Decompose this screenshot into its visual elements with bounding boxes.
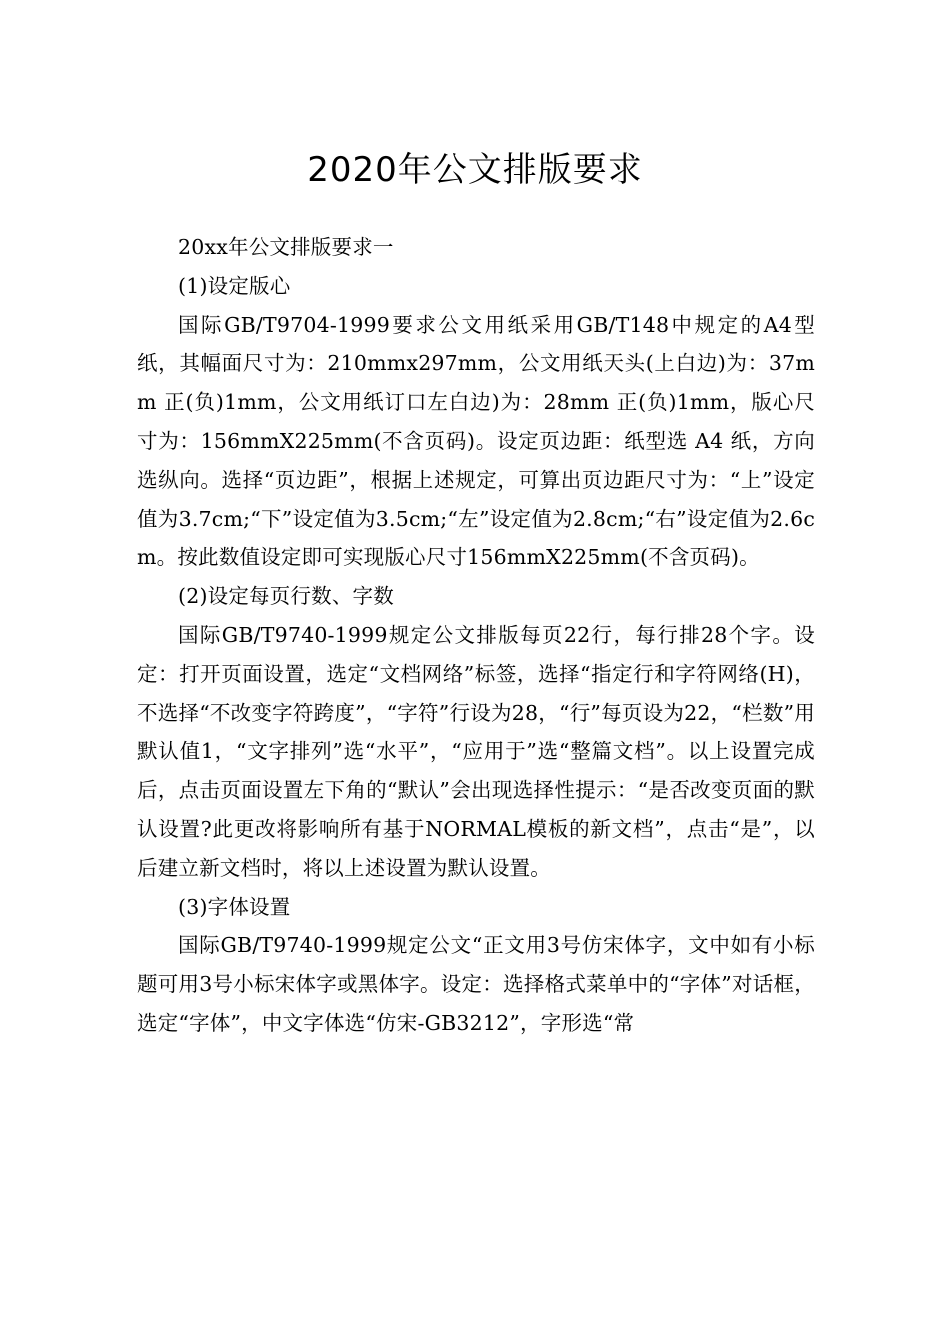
paragraph-body-2: 国际GB/T9740-1999规定公文排版每页22行，每行排28个字。设定：打开页面设置，选定“文档网络”标签，选择“指定行和字符网络(H)，不选择“不改变字符跨度”，“字符”行设为28，“行”每页设为22，“栏数”用默认值1，“文字排列”选“水平”，“应用于”选“整篇文档”。以上设置完成后，点击页面设置左下角的“默认”会出现选择性提示：“是否改变页面的默认设置?此更改将影响所有基于NORMAL模板的新文档”，点击“是”，以后建立新文档时，将以上述设置为默认设置。 [137, 622, 815, 880]
paragraph-section-heading: 20xx年公文排版要求一 [178, 235, 394, 259]
paragraph-subheading-3: (3)字体设置 [178, 894, 291, 919]
paragraph-subheading-2: (2)设定每页行数、字数 [178, 584, 394, 609]
paragraph-body-1: 国际GB/T9704-1999要求公文用纸采用GB/T148中规定的A4型纸，其幅面尺寸为：210mmx297mm，公文用纸天头(上白边)为：37mm 正(负)1mm，公文用纸订口左白边)为：28mm 正(负)1mm，版心尺寸为：156mmX225mm(不含页码)。设定页边距：纸型选 A4 纸，方向选纵向。选择“页边距”，根据上述规定，可算出页边距尺寸为：“上”设定值为3.7cm;“下”设定值为3.5cm;“左”设定值为2.8cm;“右”设定值为2.6cm。按此数值设定即可实现版心尺寸156mmX225mm(不含页码)。 [137, 312, 815, 570]
document-title: 2020年公文排版要求 [307, 150, 643, 190]
paragraph-subheading-1: (1)设定版心 [178, 273, 291, 298]
document-body [137, 228, 815, 1043]
paragraph-body-3: 国际GB/T9740-1999规定公文“正文用3号仿宋体字，文中如有小标题可用3号小标宋体字或黑体字。设定：选择格式菜单中的“字体”对话框，选定“字体”，中文字体选“仿宋-GB3212”，字形选“常 [137, 933, 815, 1035]
